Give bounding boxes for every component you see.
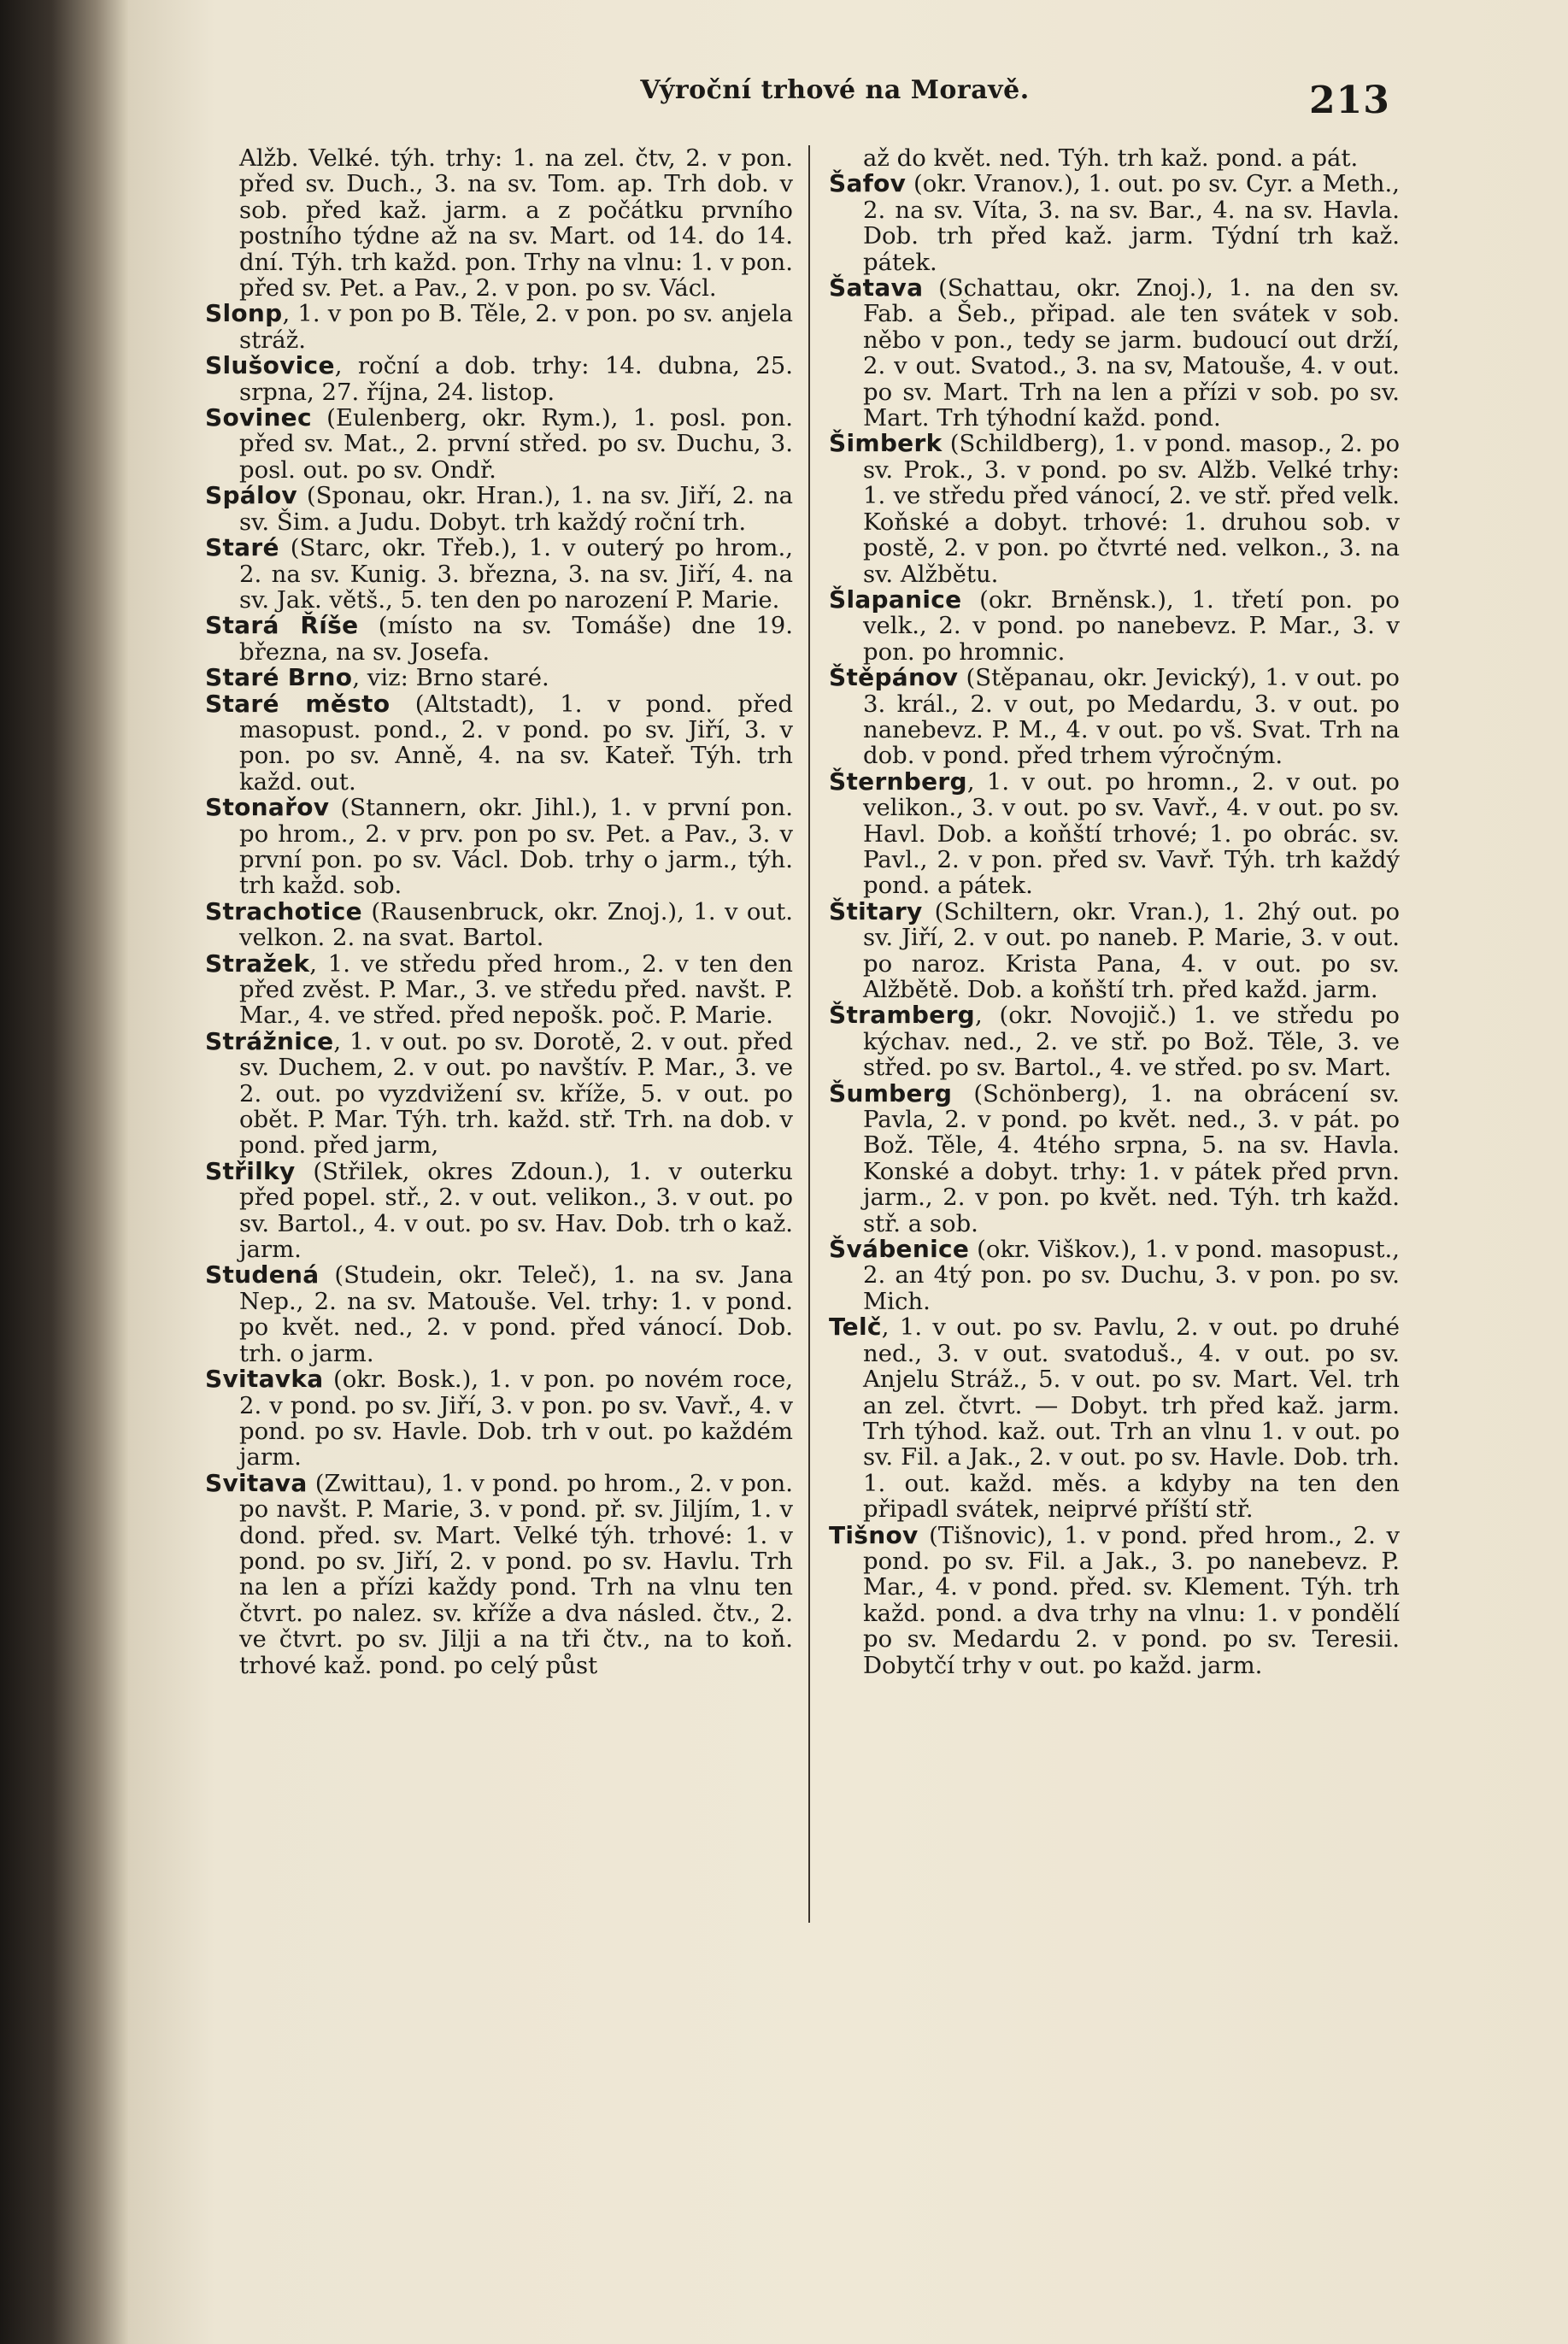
entry-headword: Sovinec — [205, 403, 312, 432]
entry-text: (okr. Vranov.), 1. out. po sv. Cyr. a Meth., 2. na sv. Víta, 3. na sv. Bar., 4. na sv. Havla. Dob. trh před kaž. jarm. Týdní trh kaž. pátek. — [863, 170, 1400, 276]
entry-text: (Schiltern, okr. Vran.), 1. 2hý out. po sv. Jiří, 2. v out. po naneb. P. Marie, 3. v out. po naroz. Krista Pana, 4. v out. po sv. Alžbětě. Dob. a koňští trh. před každ. jarm. — [863, 897, 1400, 1003]
entry-headword: Staré Brno — [205, 663, 353, 692]
entry-continuation — [829, 145, 1400, 171]
entry-headword: Svitavka — [205, 1365, 324, 1394]
gazetteer-entry — [205, 301, 793, 353]
entry-headword: Švábenice — [829, 1235, 970, 1264]
gazetteer-entry — [205, 795, 793, 899]
entry-headword: Tišnov — [829, 1520, 919, 1549]
entry-text: (Tišnovic), 1. v pond. před hrom., 2. v pond. po sv. Fil. a Jak., 3. po nanebevz. P. Mar., 4. v pond. před. sv. Klement. Týh. trh každ. pond. a dva trhy na vlnu: 1. v pondělí po sv. Medardu 2. v pond. po sv. Teresii. Dobytčí trhy v out. po každ. jarm. — [863, 1521, 1400, 1679]
entry-text: (okr. Viškov.), 1. v pond. masopust., 2. an 4tý pon. po sv. Duchu, 3. v pon. po sv. Mich. — [863, 1236, 1400, 1315]
entry-text: Alžb. Velké. týh. trhy: 1. na zel. čtv, 2. v pon. před sv. Duch., 3. na sv. Tom. ap. Trh dob. v sob. před kaž. jarm. a z počátku prvního postního týdne až na sv. Mart. od 14. do 14. dní. Týh. trh každ. pon. Trhy na vlnu: 1. v pon. před sv. Pet. a Pav., 2. v pon. po sv. Václ. — [239, 144, 793, 303]
entry-headword: Staré město — [205, 689, 391, 718]
gazetteer-entry — [829, 1314, 1400, 1522]
left-column — [205, 145, 793, 1678]
entry-headword: Stará Říše — [205, 611, 359, 640]
gazetteer-entry — [829, 171, 1400, 275]
gazetteer-entry — [205, 1026, 793, 1160]
gazetteer-entry — [829, 431, 1400, 586]
entry-text: (Schönberg), 1. na obrácení sv. Pavla, 2. v pond. po květ. ned., 3. v pát. po Bož. Těle, 4. 4tého srpna, 5. na sv. Havla. Konské a dobyt. trhy: 1. v pátek před prvn. jarm., 2. v pon. po květ. ned. Týh. trh každ. stř. a sob. — [863, 1079, 1400, 1237]
gazetteer-entry — [205, 1262, 793, 1366]
entry-headword: Slonp — [205, 299, 283, 328]
entry-text: (Střilek, okres Zdoun.), 1. v outerku před popel. stř., 2. v out. velikon., 3. v out. po sv. Bartol., 4. v out. po sv. Hav. Dob. trh o kaž. jarm. — [239, 1157, 793, 1264]
gazetteer-entry — [829, 1237, 1400, 1314]
entry-text: (Stěpanau, okr. Jevický), 1. v out. po 3. král., 2. v out, po Medardu, 3. v out. po nanebevz. P. M., 4. v out. po vš. Svat. Trh na dob. v pond. před trhem výročným. — [863, 664, 1400, 770]
entry-text: , 1. v pon po B. Těle, 2. v pon. po sv. anjela stráž. — [239, 300, 793, 354]
entry-text: až do květ. ned. Týh. trh kaž. pond. a pát. — [863, 144, 1359, 172]
gazetteer-entry — [205, 896, 793, 952]
entry-text: (Stannern, okr. Jihl.), 1. v první pon. po hrom., 2. v prv. pon po sv. Pet. a Pav., 3. v první pon. po sv. Václ. Dob. trhy o jarm., týh. trh každ. sob. — [239, 794, 793, 900]
gazetteer-entry — [829, 1002, 1400, 1080]
entry-headword: Slušovice — [205, 351, 335, 380]
gazetteer-entry — [205, 405, 793, 483]
entry-text: (Rausenbruck, okr. Znoj.), 1. v out. velkon. 2. na svat. Bartol. — [239, 897, 793, 952]
gazetteer-entry — [829, 896, 1400, 1003]
entry-headword: Šimberk — [829, 429, 943, 458]
gazetteer-entry — [829, 1078, 1400, 1237]
gazetteer-entry — [829, 587, 1400, 665]
gazetteer-entry — [205, 691, 793, 796]
gazetteer-entry — [205, 1156, 793, 1264]
entry-text: , 1. v out. po sv. Dorotě, 2. v out. před sv. Duchem, 2. v out. po navštív. P. Mar., 3. ve 2. out. po vyzdvižení sv. kříže, 5. v out. po obět. P. Mar. Týh. trh. každ. stř. Trh. na dob. v pond. před jarm, — [239, 1027, 793, 1160]
gazetteer-entry — [829, 665, 1400, 769]
gazetteer-entry — [829, 1520, 1400, 1679]
page-number: 213 — [1309, 79, 1390, 122]
entry-text: (okr. Brněnsk.), 1. třetí pon. po velk., 2. v pond. po nanebevz. P. Mar., 3. v pon. po hromnic. — [863, 585, 1400, 666]
gazetteer-entry — [205, 951, 793, 1029]
entry-headword: Šumberg — [829, 1078, 953, 1107]
entry-text: , 1. v out. po sv. Pavlu, 2. v out. po druhé ned., 3. v out. svatoduš., 4. v out. po sv. Anjelu Stráž., 5. v out. po sv. Mart. Vel. trh an zel. čtvrt. — Dobyt. trh před kaž. jarm. Trh týhod. kaž. out. Trh an vlnu 1. v out. po sv. Fil. a Jak., 2. v out. po sv. Havle. Dob. trh. 1. out. každ. měs. a kdyby na ten den připadl svátek, neiprvé příští stř. — [863, 1313, 1400, 1524]
gazetteer-entry — [829, 769, 1400, 899]
right-column — [829, 145, 1400, 1678]
entry-headword: Strážnice — [205, 1026, 334, 1055]
entry-headword: Telč — [829, 1313, 882, 1342]
entry-headword: Spálov — [205, 481, 297, 510]
entry-headword: Stražek — [205, 949, 310, 978]
entry-headword: Střilky — [205, 1156, 296, 1185]
gazetteer-entry — [205, 353, 793, 405]
entry-headword: Staré — [205, 533, 279, 562]
gazetteer-entry — [205, 1366, 793, 1471]
entry-text: (Eulenberg, okr. Rym.), 1. posl. pon. před sv. Mat., 2. první střed. po sv. Duchu, 3. posl. out. po sv. Ondř. — [239, 404, 793, 484]
entry-headword: Štramberg — [829, 1001, 976, 1030]
entry-headword: Strachotice — [205, 896, 362, 925]
gazetteer-entry — [205, 1468, 793, 1679]
entry-text: (Studein, okr. Teleč), 1. na sv. Jana Nep., 2. na sv. Matouše. Vel. trhy: 1. v pond. po květ. ned., 2. v pond. před vánocí. Dob. trh. o jarm. — [239, 1261, 793, 1367]
entry-headword: Šafov — [829, 169, 907, 198]
entry-text: , viz: Brno staré. — [352, 664, 549, 692]
gazetteer-entry — [205, 665, 793, 690]
entry-continuation — [205, 145, 793, 301]
entry-text: (okr. Bosk.), 1. v pon. po novém roce, 2. v pond. po sv. Jiří, 3. v pon. po sv. Vavř., 4. v pond. po sv. Havle. Dob. trh v out. po každém jarm. — [239, 1366, 793, 1472]
entry-text: , roční a dob. trhy: 14. dubna, 25. srpna, 27. října, 24. listop. — [239, 352, 793, 406]
gazetteer-entry — [205, 613, 793, 665]
column-divider — [808, 145, 810, 1923]
entry-headword: Stonařov — [205, 793, 330, 822]
gazetteer-entry — [205, 535, 793, 613]
entry-headword: Šatava — [829, 273, 924, 303]
entry-headword: Šternberg — [829, 767, 967, 796]
running-head: Výroční trhové na Moravě. — [640, 75, 1030, 105]
gazetteer-entry — [205, 483, 793, 535]
entry-text: (Schattau, okr. Znoj.), 1. na den sv. Fab. a Šeb., připad. ale ten svátek v sob. něbo v pon., tedy se jarm. budoucí out drží, 2. v out. Svatod., 3. na sv, Matouše, 4. v out. po sv. Mart. Trh na len a přízi v sob. po sv. Mart. Trh týhodní každ. pond. — [863, 274, 1400, 432]
entry-text: , 1. ve středu před hrom., 2. v ten den před zvěst. P. Mar., 3. ve středu před. navšt. P. Mar., 4. ve střed. před nepošk. poč. P. Marie. — [239, 949, 793, 1030]
entry-text: (místo na sv. Tomáše) dne 19. března, na sv. Josefa. — [239, 612, 793, 666]
gazetteer-entry — [829, 275, 1400, 431]
entry-text: (Zwittau), 1. v pond. po hrom., 2. v pon. po navšt. P. Marie, 3. v pond. př. sv. Jiljím, 1. v dond. před. sv. Mart. Velké týh. trhové: 1. v pond. po sv. Jiří, 2. v pond. po sv. Havlu. Trh na len a přízi každy pond. Trh na vlnu ten čtvrt. po nalez. sv. kříže a dva násled. čtv., 2. ve čtvrt. po sv. Jilji a na tři čtv., na to koň. trhové kaž. pond. po celý půst — [239, 1469, 793, 1679]
entry-text: (Sponau, okr. Hran.), 1. na sv. Jiří, 2. na sv. Šim. a Judu. Dobyt. trh každý roční trh. — [239, 482, 793, 536]
entry-text: (Altstadt), 1. v pond. před masopust. pond., 2. v pond. po sv. Jiří, 3. v pon. po sv. Anně, 4. na sv. Kateř. Týh. trh každ. out. — [239, 690, 793, 796]
entry-headword: Studená — [205, 1260, 320, 1289]
entry-headword: Štitary — [829, 896, 923, 925]
book-spine-shadow — [0, 0, 128, 2344]
entry-headword: Šlapanice — [829, 585, 962, 614]
entry-text: , 1. v out. po hromn., 2. v out. po velikon., 3. v out. po sv. Vavř., 4. v out. po sv. Havl. Dob. a koňští trhové; 1. po obrác. sv. Pavl., 2. v pon. před sv. Vavř. Týh. trh každý pond. a pátek. — [863, 767, 1400, 900]
entry-text: (Schildberg), 1. v pond. masop., 2. po sv. Prok., 3. v pond. po sv. Alžb. Velké trhy: 1. ve středu před vánocí, 2. ve stř. před velk. Koňské a dobyt. trhové: 1. druhou sob. v postě, 2. v pon. po čtvrté ned. velkon., 3. na sv. Alžbětu. — [863, 430, 1400, 588]
entry-text: , (okr. Novojič.) 1. ve středu po kýchav. ned., 2. ve stř. po Bož. Těle, 3. ve střed. po sv. Bartol., 4. ve střed. po sv. Mart. — [863, 1002, 1400, 1082]
entry-headword: Svitava — [205, 1468, 308, 1497]
entry-text: (Starc, okr. Třeb.), 1. v outerý po hrom., 2. na sv. Kunig. 3. března, 3. na sv. Jiří, 4. na sv. Jak. větš., 5. ten den po narození P. Marie. — [239, 534, 793, 614]
entry-headword: Štěpánov — [829, 663, 959, 692]
